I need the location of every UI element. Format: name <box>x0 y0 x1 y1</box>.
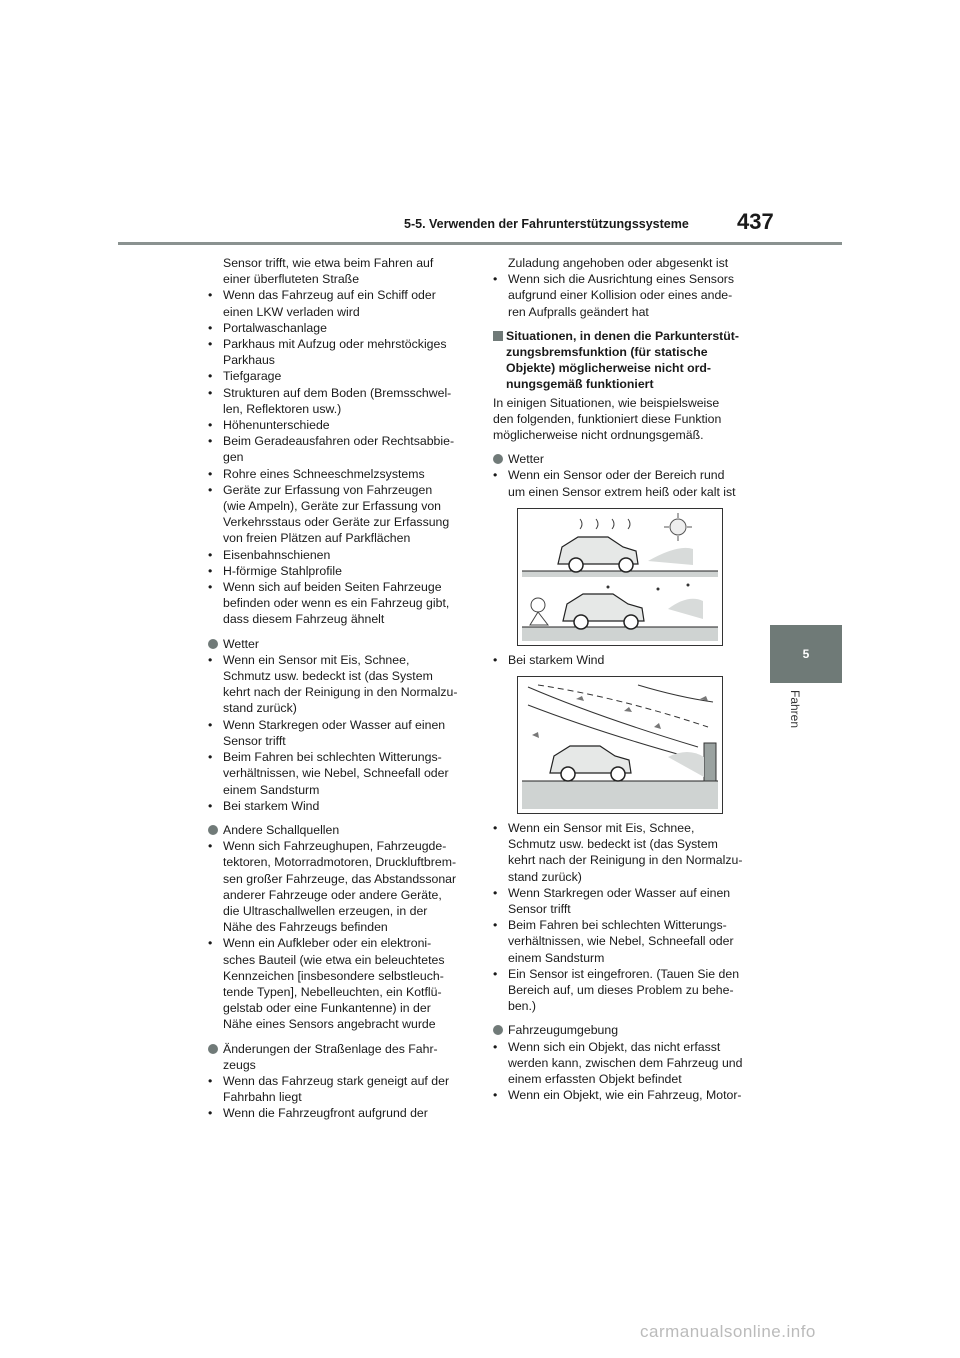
right-weather-rest <box>493 820 763 1014</box>
list-item-line: Fahrbahn liegt <box>223 1090 302 1105</box>
list-item <box>493 820 763 885</box>
left-column <box>208 255 478 1122</box>
strong-wind-illustration <box>518 677 722 813</box>
list-item-line: Ein Sensor ist eingefroren. (Tauen Sie den <box>508 966 740 981</box>
list-item <box>208 385 478 417</box>
list-item-line: aufgrund einer Kollision oder eines ande- <box>508 288 733 303</box>
list-item <box>208 417 478 433</box>
bullet-icon: • <box>208 288 213 303</box>
bullet-icon: • <box>208 547 213 562</box>
list-item-line: einem erfassten Objekt befindet <box>508 1072 682 1087</box>
list-item <box>493 652 763 668</box>
bullet-icon: • <box>493 885 498 900</box>
bullet-icon: • <box>208 434 213 449</box>
right-environment-list <box>493 1039 763 1104</box>
list-item <box>493 1087 763 1103</box>
text-line: den folgenden, funktioniert diese Funktion <box>493 411 722 426</box>
bullet-icon: • <box>208 652 213 667</box>
list-item-line: werden kann, zwischen dem Fahrzeug und <box>508 1055 743 1070</box>
road-heading <box>208 1041 478 1073</box>
section-square-icon <box>493 331 503 341</box>
bullet-icon: • <box>208 936 213 951</box>
list-item-line: Nähe eines Sensors angebracht wurde <box>223 1017 436 1032</box>
list-item-line: Beim Fahren bei schlechten Witterungs- <box>223 750 442 765</box>
list-item-line: Parkhaus mit Aufzug oder mehrstöckiges <box>223 337 447 352</box>
bullet-icon: • <box>493 652 498 667</box>
text-line: zeugs <box>223 1057 256 1072</box>
list-item-line: anderer Fahrzeuge oder andere Geräte, <box>223 887 442 902</box>
list-item-line: von freien Plätzen auf Parkflächen <box>223 531 411 546</box>
section-intro <box>493 395 763 444</box>
list-item-line: Strukturen auf dem Boden (Bremsschwel- <box>223 385 452 400</box>
list-item-line: Wenn das Fahrzeug auf ein Schiff oder <box>223 288 436 303</box>
list-item-line: befinden oder wenn es ein Fahrzeug gibt, <box>223 596 450 611</box>
bullet-icon: • <box>208 418 213 433</box>
bullet-icon: • <box>208 798 213 813</box>
text-line: nungsgemäß funktioniert <box>506 377 654 392</box>
list-item <box>208 652 478 717</box>
list-item <box>208 336 478 368</box>
list-item-line: gen <box>223 450 244 465</box>
bullet-icon: • <box>493 918 498 933</box>
list-item-line: Schmutz usw. bedeckt ist (das System <box>508 837 718 852</box>
list-item-line: Wenn ein Objekt, wie ein Fahrzeug, Motor- <box>508 1088 742 1103</box>
bullet-icon: • <box>208 563 213 578</box>
left-list-1 <box>208 287 478 627</box>
bullet-icon: • <box>208 717 213 732</box>
list-item-line: Wenn sich auf beiden Seiten Fahrzeuge <box>223 580 442 595</box>
list-item-line: Wenn sich ein Objekt, das nicht erfasst <box>508 1039 721 1054</box>
hot-cold-illustration <box>518 509 722 645</box>
list-item <box>493 917 763 966</box>
list-item-line: Nähe des Fahrzeugs befinden <box>223 920 388 935</box>
list-item-line: tektoren, Motorradmotoren, Druckluftbrem- <box>223 855 457 870</box>
header-rule <box>118 242 842 245</box>
list-item-line: verhältnissen, wie Nebel, Schneefall oder <box>223 766 449 781</box>
list-item <box>208 320 478 336</box>
list-item <box>208 368 478 384</box>
bullet-icon: • <box>208 580 213 595</box>
bullet-circle-icon <box>208 639 218 649</box>
list-item <box>208 1073 478 1105</box>
sound-heading: Andere Schallquellen <box>208 822 478 838</box>
figure-strong-wind <box>517 676 723 814</box>
list-item <box>493 885 763 917</box>
list-item-line: Wenn das Fahrzeug stark geneigt auf der <box>223 1073 450 1088</box>
list-item-line: einem Sandsturm <box>223 782 320 797</box>
list-item <box>208 547 478 563</box>
list-item-line: Parkhaus <box>223 353 275 368</box>
list-item <box>208 433 478 465</box>
list-item-line: Tiefgarage <box>223 369 282 384</box>
text-line: In einigen Situationen, wie beispielsweise <box>493 395 720 410</box>
list-item-line: stand zurück) <box>508 869 582 884</box>
right-wind-item <box>493 652 763 668</box>
bullet-icon: • <box>493 966 498 981</box>
bullet-icon: • <box>208 337 213 352</box>
bullet-icon: • <box>493 1039 498 1054</box>
list-item-line: Bei starkem Wind <box>223 798 320 813</box>
list-item-line: einen LKW verladen wird <box>223 304 360 319</box>
list-item-line: Wenn die Fahrzeugfront aufgrund der <box>223 1106 428 1121</box>
list-item-line: stand zurück) <box>223 701 297 716</box>
right-list-1 <box>493 271 763 320</box>
bullet-icon: • <box>208 1073 213 1088</box>
list-item-line: Wenn ein Sensor mit Eis, Schnee, <box>508 821 695 836</box>
weather-heading: Wetter <box>208 636 478 652</box>
bullet-icon: • <box>493 272 498 287</box>
list-item <box>208 1105 478 1121</box>
list-item <box>208 466 478 482</box>
bullet-circle-icon <box>208 1044 218 1054</box>
list-item-line: tende Typen], Nebelleuchten, ein Kotflü- <box>223 984 442 999</box>
list-item-line: ren Aufpralls geändert hat <box>508 304 649 319</box>
list-item-line: Kennzeichen [insbesondere selbstleuch- <box>223 968 444 983</box>
list-item-line: Sensor trifft <box>508 902 571 917</box>
text-line: zungsbremsfunktion (für statische <box>506 345 708 360</box>
bullet-icon: • <box>493 468 498 483</box>
list-item-line: Wenn ein Aufkleber oder ein elektroni- <box>223 936 432 951</box>
bullet-icon: • <box>208 1106 213 1121</box>
list-item-line: Höhenunterschiede <box>223 418 330 433</box>
list-item <box>208 798 478 814</box>
list-item <box>208 749 478 798</box>
right-weather-first <box>493 467 763 499</box>
list-item-line: einem Sandsturm <box>508 950 605 965</box>
environment-heading: Fahrzeugumgebung <box>493 1022 763 1038</box>
text-line: Situationen, in denen die Parkunterstüt- <box>506 328 739 343</box>
list-item-line: Bereich auf, um dieses Problem zu behe- <box>508 983 734 998</box>
list-item <box>493 271 763 320</box>
list-item <box>208 579 478 628</box>
bullet-circle-icon <box>493 454 503 464</box>
list-item-line: Wenn sich Fahrzeughupen, Fahrzeugde- <box>223 839 447 854</box>
bullet-circle-icon <box>208 825 218 835</box>
list-item-line: Geräte zur Erfassung von Fahrzeugen <box>223 482 433 497</box>
list-item-line: dass diesem Fahrzeug ähnelt <box>223 612 385 627</box>
list-item <box>493 467 763 499</box>
list-item <box>493 1039 763 1088</box>
left-weather-list <box>208 652 478 814</box>
list-item-line: Portalwaschanlage <box>223 320 327 335</box>
list-item-line: Wenn sich die Ausrichtung eines Sensors <box>508 272 735 287</box>
list-item-line: Schmutz usw. bedeckt ist (das System <box>223 669 433 684</box>
list-item-line: Beim Geradeausfahren oder Rechtsabbie- <box>223 434 455 449</box>
text-line: möglicherweise nicht ordnungsgemäß. <box>493 428 704 443</box>
list-item-line: kehrt nach der Reinigung in den Normalzu- <box>223 685 458 700</box>
list-item-line: len, Reflektoren usw.) <box>223 401 342 416</box>
right-top-continuation <box>493 255 763 271</box>
list-item-line: kehrt nach der Reinigung in den Normalzu- <box>508 853 743 868</box>
bullet-icon: • <box>208 482 213 497</box>
bullet-circle-icon <box>493 1025 503 1035</box>
text-line: Sensor trifft, wie etwa beim Fahren auf <box>223 256 434 270</box>
list-item-line: Wenn Starkregen oder Wasser auf einen <box>508 885 731 900</box>
text-line: Zuladung angehoben oder abgesenkt ist <box>508 256 729 270</box>
bullet-icon: • <box>208 750 213 765</box>
chapter-tab: 5 <box>770 625 842 683</box>
list-item-line: H-förmige Stahlprofile <box>223 563 342 578</box>
left-road-list <box>208 1073 478 1122</box>
list-item-line: Rohre eines Schneeschmelzsystems <box>223 466 425 481</box>
list-item-line: Sensor trifft <box>223 733 286 748</box>
list-item <box>208 717 478 749</box>
list-item <box>208 482 478 547</box>
bullet-icon: • <box>208 385 213 400</box>
page-number: 437 <box>737 209 774 234</box>
text-line: Änderungen der Straßenlage des Fahr- <box>223 1041 438 1056</box>
header-section-title: 5-5. Verwenden der Fahrunterstützungssysteme <box>404 217 689 231</box>
list-item-line: sen großer Fahrzeuge, das Abstandssonar <box>223 871 457 886</box>
text-line: einer überfluteten Straße <box>223 272 360 287</box>
list-item-line: um einen Sensor extrem heiß oder kalt ist <box>508 484 736 499</box>
bullet-icon: • <box>208 839 213 854</box>
list-item-line: ben.) <box>508 999 537 1014</box>
list-item <box>208 838 478 935</box>
left-sound-list <box>208 838 478 1032</box>
bullet-icon: • <box>208 369 213 384</box>
list-item-line: gelstab oder eine Funkantenne) in der <box>223 1001 431 1016</box>
list-item <box>493 966 763 1015</box>
list-item-line: Bei starkem Wind <box>508 652 605 667</box>
chapter-label: Fahren <box>788 690 802 729</box>
list-item-line: Beim Fahren bei schlechten Witterungs- <box>508 918 727 933</box>
figure-hot-cold-sensor <box>517 508 723 646</box>
list-item-line: Wenn ein Sensor mit Eis, Schnee, <box>223 652 410 667</box>
list-item <box>208 287 478 319</box>
bullet-icon: • <box>493 821 498 836</box>
watermark: carmanualsonline.info <box>640 1322 816 1341</box>
list-item-line: die Ultraschallwellen erzeugen, in der <box>223 903 428 918</box>
list-item-line: Eisenbahnschienen <box>223 547 331 562</box>
bullet-icon: • <box>208 320 213 335</box>
list-item-line: Wenn Starkregen oder Wasser auf einen <box>223 717 446 732</box>
list-item-line: sches Bauteil (wie etwa ein beleuchtetes <box>223 952 445 967</box>
list-item-line: (wie Ampeln), Geräte zur Erfassung von <box>223 499 442 514</box>
bullet-icon: • <box>493 1088 498 1103</box>
left-top-continuation <box>208 255 478 287</box>
list-item-line: verhältnissen, wie Nebel, Schneefall oder <box>508 934 734 949</box>
list-item-line: Verkehrsstaus oder Geräte zur Erfassung <box>223 515 450 530</box>
right-weather-heading: Wetter <box>493 451 763 467</box>
right-column <box>493 255 763 1104</box>
bullet-icon: • <box>208 466 213 481</box>
list-item <box>208 563 478 579</box>
section-heading <box>493 328 763 393</box>
list-item <box>208 935 478 1032</box>
list-item-line: Wenn ein Sensor oder der Bereich rund <box>508 468 725 483</box>
text-line: Objekte) möglicherweise nicht ord- <box>506 361 711 376</box>
